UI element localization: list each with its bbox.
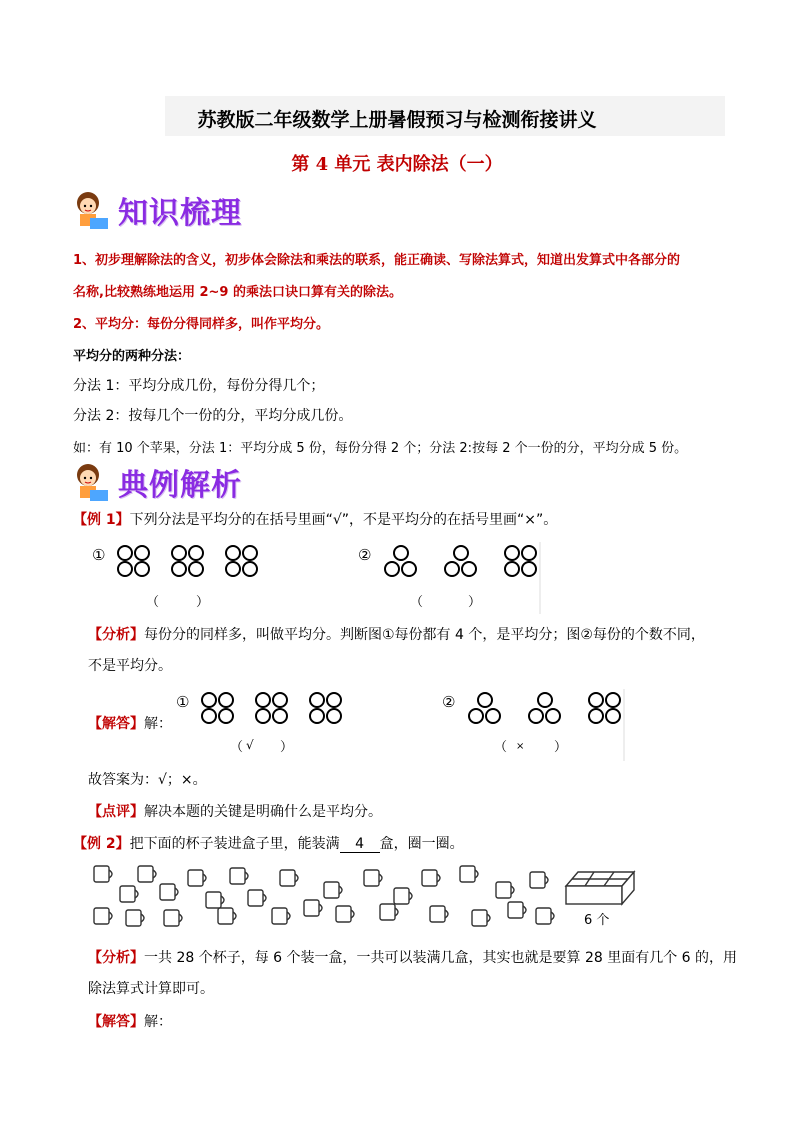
girl-reading-icon bbox=[68, 460, 112, 504]
example1-analysis-tag: 【分析】 bbox=[88, 627, 144, 643]
example1-final: 故答案为：√；×。 bbox=[88, 772, 207, 788]
example2-question bbox=[73, 833, 464, 853]
example1-figure bbox=[88, 538, 548, 618]
example1-comment-tag: 【点评】 bbox=[88, 804, 144, 820]
fig2-circles bbox=[385, 546, 536, 576]
example2-analysis-line2: 除法算式计算即可。 bbox=[88, 981, 214, 997]
example2-analysis-text: 一共 28 个杯子，每 6 个装一盒，一共可以装满几盒，其实也就是要算 28 里面有几个 6 的，用 bbox=[144, 950, 738, 966]
fig2-paren-open: （ bbox=[410, 595, 424, 610]
fig1-label: ① bbox=[92, 546, 106, 564]
example1-analysis-text: 每份分的同样多，叫做平均分。判断图①每份都有 4 个，是平均分；图②每份的个数不同， bbox=[144, 627, 705, 643]
section-heading-examples bbox=[68, 460, 242, 504]
answer-fig1-label: ① bbox=[176, 693, 190, 711]
unit-subtitle: 第 4 单元 表内除法（一） bbox=[291, 154, 503, 175]
cups-figure bbox=[88, 858, 648, 938]
example1-question bbox=[73, 509, 557, 529]
example2-tag: 【例 2】 bbox=[73, 836, 130, 852]
example1-question-text: 下列分法是平均分的在括号里画“√”，不是平均分的在括号里画“×”。 bbox=[129, 512, 558, 528]
svg-text:）: ） bbox=[554, 740, 568, 755]
example1-tag: 【例 1】 bbox=[73, 512, 130, 528]
answer2-mark: × bbox=[516, 741, 525, 752]
answer1-mark: √ bbox=[246, 738, 254, 752]
fig1-paren-close: ） bbox=[196, 595, 210, 610]
example2-analysis-line1 bbox=[88, 947, 737, 967]
point1-line2: 名称,比较熟练地运用 2~9 的乘法口诀口算有关的除法。 bbox=[73, 285, 402, 300]
example2-question-post: 盒，圈一圈。 bbox=[379, 836, 464, 852]
section-heading-knowledge bbox=[68, 188, 242, 232]
svg-text:）: ） bbox=[280, 740, 294, 755]
box-label: 6 个 bbox=[584, 913, 610, 928]
example2-answer-blank: 4 bbox=[340, 836, 380, 853]
example2-answer-tag: 【解答】 bbox=[88, 1014, 144, 1030]
fig1-paren-open: （ bbox=[146, 595, 160, 610]
example1-analysis-line1 bbox=[88, 624, 705, 644]
fig1-circles bbox=[118, 546, 257, 576]
method1: 分法 1：平均分成几份，每份分得几个； bbox=[73, 378, 325, 394]
svg-text:（: （ bbox=[494, 740, 508, 755]
example1-answer-figure bbox=[172, 685, 632, 765]
methods-title: 平均分的两种分法： bbox=[73, 349, 191, 364]
fig2-paren-close: ） bbox=[468, 595, 482, 610]
example2-question-pre: 把下面的杯子装进盒子里，能装满 bbox=[129, 836, 340, 852]
fig2-label: ② bbox=[358, 546, 372, 564]
point1-line1: 1、初步理解除法的含义，初步体会除法和乘法的联系，能正确读、写除法算式，知道出发算式中各部分的 bbox=[73, 253, 681, 268]
example2-answer-text: 解： bbox=[144, 1014, 172, 1030]
example1-answer bbox=[88, 713, 172, 733]
point2: 2、平均分：每份分得同样多，叫作平均分。 bbox=[73, 317, 330, 332]
box-icon bbox=[566, 872, 634, 904]
example1-answer-text: 解： bbox=[144, 716, 172, 732]
section-title-examples: 典例解析 bbox=[118, 468, 242, 503]
page-title: 苏教版二年级数学上册暑假预习与检测衔接讲义 bbox=[197, 109, 597, 131]
example-line: 如：有 10 个苹果，分法 1：平均分成 5 份，每份分得 2 个；分法 2:按每 2 个一份的分，平均分成 5 份。 bbox=[73, 441, 688, 456]
cup-icons bbox=[94, 866, 554, 926]
example1-answer-tag: 【解答】 bbox=[88, 716, 144, 732]
answer-fig2-label: ② bbox=[442, 693, 456, 711]
example2-analysis-tag: 【分析】 bbox=[88, 950, 144, 966]
example2-answer bbox=[88, 1011, 172, 1031]
girl-reading-icon bbox=[68, 188, 112, 232]
section-title-text: 知识梳理 bbox=[118, 196, 242, 231]
svg-text:（: （ bbox=[230, 740, 244, 755]
method2: 分法 2：按每几个一份的分，平均分成几份。 bbox=[73, 408, 353, 424]
example1-comment bbox=[88, 801, 382, 821]
example1-comment-text: 解决本题的关键是明确什么是平均分。 bbox=[144, 804, 382, 820]
example1-analysis-line2: 不是平均分。 bbox=[88, 658, 172, 674]
